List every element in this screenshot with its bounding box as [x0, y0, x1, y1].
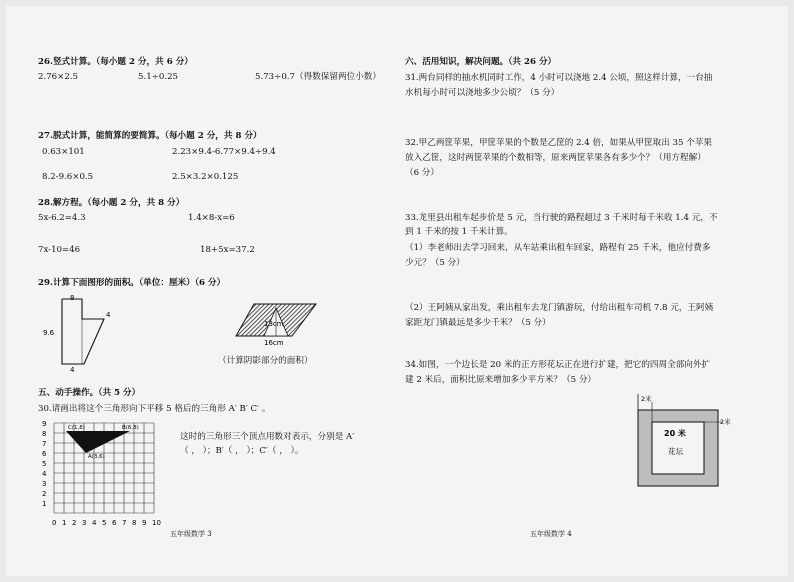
- q30-desc-1: 这时的三角形三个顶点用数对表示，分别是 A′: [180, 432, 355, 442]
- x-tick-label: 3: [82, 519, 87, 527]
- fig-name-label: 花坛: [668, 447, 683, 456]
- fig-right-label: 2米: [720, 418, 731, 426]
- fig-inner-label: 20 米: [664, 429, 686, 438]
- x-tick-label: 2: [72, 519, 77, 527]
- q34-line-1: 34.如图，一个边长是 20 米的正方形花坛正在进行扩建，把它的四周全部向外扩: [405, 360, 711, 370]
- y-tick-label: 7: [42, 440, 47, 448]
- x-tick-label: 8: [132, 519, 137, 527]
- q29-title: 29.计算下面图形的面积。（单位：厘米）（6 分）: [38, 278, 226, 288]
- q27-item-3: 8.2-9.6×0.5: [42, 172, 94, 182]
- y-tick-label: 8: [42, 430, 47, 438]
- q31-line-2: 水机每小时可以浇地多少公顷？（5 分）: [405, 88, 560, 98]
- fig1-side-label: 9.6: [43, 329, 55, 337]
- q33-line-2: 到 1 千米的按 1 千米计算。: [405, 227, 513, 237]
- x-tick-label: 7: [122, 519, 127, 527]
- x-tick-label: 1: [62, 519, 67, 527]
- y-tick-label: 5: [42, 460, 47, 468]
- page-footer-4: 五年级数学 4: [530, 530, 572, 538]
- q28-item-2: 1.4×8-x=6: [188, 213, 235, 223]
- x-tick-label: 9: [142, 519, 147, 527]
- section-6-title: 六、活用知识，解决问题。（共 26 分）: [405, 57, 557, 67]
- q26-item-2: 5.1÷0.25: [138, 72, 179, 82]
- q28-item-1: 5x-6.2=4.3: [38, 213, 86, 223]
- q33-2-line-2: 家距龙门镇最远是多少千米？（5 分）: [405, 318, 551, 328]
- section-5-title: 五、动手操作。（共 5 分）: [38, 388, 141, 398]
- x-tick-label: 6: [112, 519, 117, 527]
- point-c-label: C(1,8): [68, 425, 85, 431]
- q27-title: 27.脱式计算，能简算的要简算。（每小题 2 分，共 8 分）: [38, 131, 262, 141]
- y-tick-label: 4: [42, 470, 47, 478]
- q31-line-1: 31.两台同样的抽水机同时工作，4 小时可以浇地 2.4 公顷，照这样计算，一台抽: [405, 73, 713, 83]
- q28-title: 28.解方程。（每小题 2 分，共 8 分）: [38, 198, 185, 208]
- fig1-bottom-label: 4: [70, 366, 75, 374]
- q27-item-1: 0.63×101: [42, 147, 85, 157]
- q30-title: 30.请画出将这个三角形向下平移 5 格后的三角形 A′ B′ C′ 。: [38, 404, 271, 414]
- q34-figure: [630, 392, 740, 492]
- point-a-label: A(3,6): [88, 454, 105, 460]
- q29-figure-1: [40, 294, 120, 374]
- q34-line-2: 建 2 米后，面积比原来增加多少平方米？（5 分）: [405, 375, 597, 385]
- q28-item-3: 7x-10=46: [38, 245, 81, 255]
- fig1-top-label: 8: [70, 294, 75, 302]
- x-tick-label: 5: [102, 519, 107, 527]
- y-tick-label: 1: [42, 500, 47, 508]
- fig2-bottom-label: 16cm: [264, 339, 284, 347]
- q33-1-line-2: 少元？（5 分）: [405, 258, 465, 268]
- x-tick-label: 0: [52, 519, 57, 527]
- q28-item-4: 18+5x=37.2: [200, 245, 255, 255]
- fig1-right-label: 4: [106, 311, 111, 319]
- q33-1-line-1: （1）李老师出去学习回来，从车站乘出租车回家，路程有 25 千米，他应付费多: [405, 243, 711, 253]
- q32-line-1: 32.甲乙两筐苹果，甲筐苹果的个数是乙筐的 2.4 倍，如果从甲筐取出 35 个苹果: [405, 138, 713, 148]
- q26-item-3: 5.73÷0.7（得数保留两位小数）: [255, 72, 381, 82]
- q29-caption: （计算阴影部分的面积）: [218, 356, 313, 366]
- y-tick-label: 2: [42, 490, 47, 498]
- q30-coordinate-grid: [38, 418, 168, 530]
- q32-line-2: 放入乙筐，这时两筐苹果的个数相等，原来两筐苹果各有多少个？（用方程解）: [405, 153, 706, 163]
- q29-figure-2: [230, 300, 322, 348]
- q26-title: 26.竖式计算。（每小题 2 分，共 6 分）: [38, 57, 193, 67]
- y-tick-label: 3: [42, 480, 47, 488]
- q30-desc-2: （ ， ）；B′（ ， ）；C′（ ， ）。: [180, 446, 304, 456]
- y-tick-label: 6: [42, 450, 47, 458]
- q32-line-3: （6 分）: [405, 168, 439, 178]
- x-tick-label: 4: [92, 519, 97, 527]
- y-tick-label: 9: [42, 420, 47, 428]
- page-footer-3: 五年级数学 3: [170, 530, 212, 538]
- fig-top-label: 2米: [641, 395, 652, 403]
- point-b-label: B(6,8): [122, 425, 139, 431]
- fig2-height-label: 13cm: [264, 320, 284, 328]
- q27-item-4: 2.5×3.2×0.125: [172, 172, 239, 182]
- q33-line-1: 33.龙里县出租车起步价是 5 元，当行驶的路程超过 3 千米时每千米收 1.4 元，不: [405, 213, 718, 223]
- q26-item-1: 2.76×2.5: [38, 72, 79, 82]
- q33-2-line-1: （2）王阿姨从家出发，乘出租车去龙门镇游玩，付给出租车司机 7.8 元，王阿姨: [405, 303, 714, 313]
- q27-item-2: 2.23×9.4-6.77×9.4÷9.4: [172, 147, 276, 157]
- x-tick-label: 10: [152, 519, 161, 527]
